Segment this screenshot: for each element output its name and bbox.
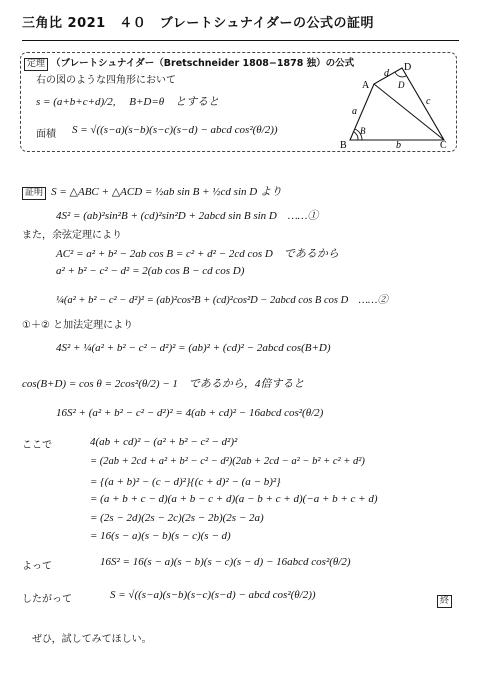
theorem-heading-row (24, 55, 354, 71)
proof-line-6: ¼(a² + b² − c² − d²)² = (ab)²cos²B + (cd)²cos²D − 2abcd cos B cos D ……② (56, 295, 388, 306)
proof-line-9: cos(B+D) = cos θ = 2cos²(θ/2) − 1 であるから，4倍すると (22, 378, 305, 390)
vertex-a-label: A (362, 80, 370, 91)
proof-text-1: S = △ABC + △ACD = ½ab sin B + ½cd sin D より (51, 186, 282, 198)
proof-tag: 証明 (22, 187, 46, 200)
proof-line-4: AC² = a² + b² − 2ab cos B = c² + d² − 2cd cos D であるから (56, 248, 339, 260)
proof-line-7: ①＋② と加法定理により (22, 320, 134, 331)
proof-line-11: 4(ab + cd)² − (a² + b² − c² − d²)² (90, 436, 238, 448)
proof-line-18: S = √((s−a)(s−b)(s−c)(s−d) − abcd cos²(θ/2)) (110, 589, 316, 601)
proof-yotte: よって (22, 561, 52, 572)
side-b-label: b (396, 140, 401, 150)
proof-line-8: 4S² + ¼(a² + b² − c² − d²)² = (ab)² + (cd)² − 2abcd cos(B+D) (56, 342, 331, 354)
end-mark (437, 588, 452, 608)
vertex-c-label: C (440, 140, 447, 150)
proof-line-15: = (2s − 2d)(2s − 2c)(2s − 2b)(2s − 2a) (90, 512, 264, 524)
theorem-line1: 右の図のような四角形において (36, 75, 176, 86)
theorem-line2: s = (a+b+c+d)/2, B+D=θ とすると (36, 96, 220, 108)
side-a-label: a (352, 106, 357, 117)
angle-d-label: D (398, 80, 405, 90)
proof-line-14: = (a + b + c − d)(a + b − c + d)(a − b + c + d)(−a + b + c + d) (90, 493, 378, 505)
angle-b-label: B (360, 126, 366, 136)
quadrilateral-figure (336, 56, 454, 150)
proof-line-17: 16S² = 16(s − a)(s − b)(s − c)(s − d) − 16abcd cos²(θ/2) (100, 556, 351, 568)
side-d-label: d (384, 68, 389, 79)
proof-shitagatte: したがって (22, 594, 72, 605)
theorem-formula: S = √((s−a)(s−b)(s−c)(s−d) − abcd cos²(θ/2)) (72, 124, 278, 136)
end-tag: 終 (437, 595, 452, 608)
proof-line-1 (22, 180, 282, 200)
theorem-area-label: 面積 (36, 129, 56, 140)
title-divider (22, 40, 459, 41)
proof-line-2: 4S² = (ab)²sin²B + (cd)²sin²D + 2abcd sin B sin D ……① (56, 210, 319, 222)
diagonal-ac (374, 84, 444, 140)
proof-line-10: 16S² + (a² + b² − c² − d²)² = 4(ab + cd)² − 16abcd cos²(θ/2) (56, 407, 324, 419)
footer-note: ぜひ，試してみてほしい。 (32, 634, 152, 645)
angle-b-arc (354, 132, 358, 140)
proof-line-13: = {(a + b)² − (c − d)²}{(c + d)² − (a − b)²} (90, 476, 281, 488)
theorem-heading: （ブレートシュナイダー（Bretschneider 1808−1878 独）の公式 (51, 58, 355, 69)
proof-line-5: a² + b² − c² − d² = 2(ab cos B − cd cos D) (56, 265, 245, 277)
proof-line-16: = 16(s − a)(s − b)(s − c)(s − d) (90, 530, 231, 542)
page-title: 三角比 2021 ４０ ブレートシュナイダーの公式の証明 (22, 16, 375, 31)
proof-line-12: = (2ab + 2cd + a² + b² − c² − d²)(2ab + 2cd − a² − b² + c² + d²) (90, 456, 365, 467)
vertex-d-label: D (404, 62, 412, 73)
vertex-b-label: B (340, 140, 347, 150)
side-c-label: c (426, 96, 431, 107)
theorem-tag: 定理 (24, 58, 48, 71)
proof-line-3: また，余弦定理により (22, 230, 122, 241)
proof-koko: ここで (22, 440, 52, 451)
